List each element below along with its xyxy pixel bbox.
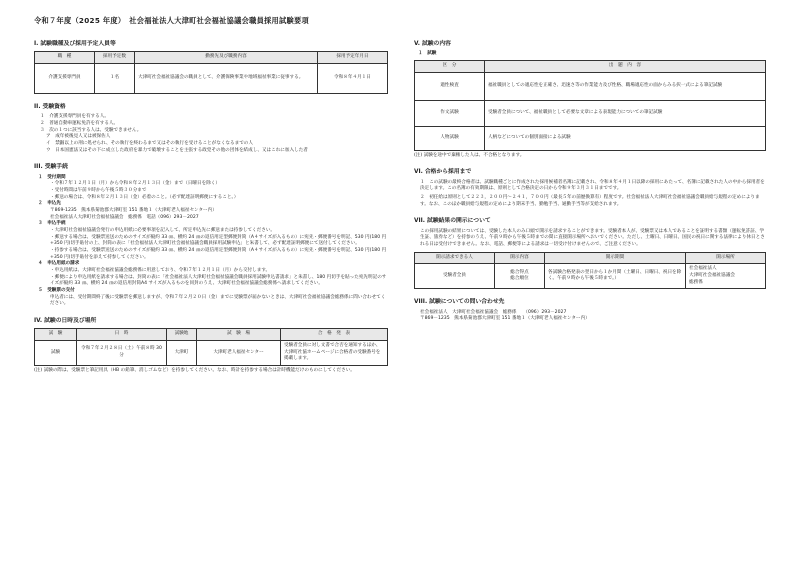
text-line: ・受付時間は午前９時から午後５時３０分まで [50,188,147,194]
table-cell: 大津町老人福祉センター [197,340,281,365]
section-heading: VIII. 試験についての問い合わせ先 [414,299,505,306]
disclosure-table [414,252,766,290]
table-cell: 福祉職員としての適応性を正確さ、迅速さ等の作業能力及び性格、職場適応性の面からみる択一式による筆記試験 [485,72,766,100]
text-line: 社会福祉法人 大津町社会福祉協議会 総務係 （096）293－2027 [420,309,567,315]
left-column [34,40,388,384]
table-cell: 大津町社会福祉協議会の職員として、介護保険事業や地域福祉事業に従事する。 [135,64,318,94]
table-cell: 人物試験 [415,126,485,150]
note: (注) 試験の際は、受験票と筆記用具（HB の鉛筆、消しゴムなど）を持参してください。なお、時計を持参する場合は計時機能だけのものにしてください。 [34,367,355,373]
text-line: ２ 普通自動車運転免許を有する人。 [40,121,119,127]
table-header: 採用予定年月日 [318,52,388,64]
subheading: ２ 申込先 [38,201,61,207]
table-header: 試 験 [35,329,77,341]
text-line: ・申込用紙は、大津町社会福祉協議会総務係に用意しており、令和７年１２月１日（月）から交付します。 [50,267,271,273]
exam-content-table [414,60,766,151]
text-line: ２ 初任給は原則として２２３，２００円～２４１，７００円（最長５年の前歴換算有）程度です。社会福祉法人大津町社会福祉協議会職員給与規程の定めによります。なお、このほか職員給与規程の定めにより期末手当、勤勉手当、通勤手当等が支給されます。 [420,195,760,207]
table-cell: 大津町 [167,340,197,365]
section-positions [34,40,388,94]
text-line: ・持参する場合は、受験票送送のためのサイズが縦約 33 ㎝、横約 24 ㎝の返信用定型郵便封筒（A４サイズが入るもの）に宛先・郵便番号を明記、530 円(180 円+350 円)切手貼付を添えて持参してください。 [50,247,387,260]
right-column [414,40,766,332]
table-header: 試 験 場 [197,329,281,341]
subheading: ５ 受験票の交付 [38,287,75,293]
text-line: 申込者には、受付期間終了後に受験票を郵送しますが、令和７年２月２０日（金）までに受験票が届かないときは、大津町社会福祉協議会総務係に問い合わせてください。 [50,294,386,307]
section-heading: V. 試験の内容 [414,41,451,47]
subheading: １ 試験 [418,51,437,57]
positions-table [34,51,388,94]
text-line: イ 禁錮以上の刑に処せられ、その執行を終わるまで又はその執行を受けることがなくなるまでの人 [46,141,253,147]
table-header: 勤務先及び職務内容 [135,52,318,64]
table-header: 開示内容 [495,252,545,264]
subheading: ４ 申込用紙の請求 [38,261,80,267]
section-eligibility [34,103,388,154]
text-line: この採用試験の結果については、受験した本人のみ口頭で開示を請求することができます。受験者本人が、受験票又は本人であることを証明する書類（運転免許証、学生証、旅券など）を持参のうえ、午前９時から午後５時までの間に直接開示場所へおいでください。ただし、土曜日、日曜日、国民の祝日に関する法律により休日とされる日は受付けできません。なお、電話、郵便等による請求は一切受け付けませんので、ご注意ください。 [420,228,765,248]
subheading: １ 受付期間 [38,174,66,180]
table-cell: 令和７年２月２８日（土）午前８時 30 分 [77,340,167,365]
section-heading: IV. 試験の日時及び場所 [34,317,97,324]
text-line: ・令和７年１２月１日（月）から令和８年２月１３日（金）まで（日曜日を除く） [50,181,220,187]
table-header: 開示期間 [545,252,686,264]
table-cell: 受験者全員について、福祉職員として必要な文章による表現能力についての筆記試験 [485,100,766,126]
text-line: ・郵送の場合は、令和８年２月１３日（金）必着のこと。（必ず配達証明郵便にすること。） [50,194,239,200]
table-header: 区 分 [415,61,485,73]
table-cell: 適性検査 [415,72,485,100]
table-header: 日 時 [77,329,167,341]
text-line: ３ 次の１つに該当する人は、受験できません。 [40,127,142,133]
text-line: ・郵便により申込用紙を請求する場合は、封筒の表に「社会福祉法人大津町社会福祉協議会職員採用試験申込書請求」と朱書し、180 円切手を貼った宛先明記のサイズが縦約 33 ㎝、横約 24 ㎝の返信用封筒A4 サイズが入るものを同封のうえ、大津町社会福祉協議会総務係へ請求してください。 [50,274,387,287]
text-line: １ この試験の最終合格者は、試験職種ごとに作成された採用候補者名簿に記載され、令和８年４月１日以降の採用にあたって、名簿に記載された人の中から採用者を決定します。この名簿の有効期限は、原則として合格決定の日から令和９年３月３１日までです。 [420,179,765,192]
text-line: 社会福祉法人大津町社会福祉協議会 総務係 電話（096）293－2027 [50,214,199,220]
table-cell: 受験者全員 [415,264,495,289]
table-cell: 令和８年４月１日 [318,64,388,94]
section-heading: III. 受験手続 [34,164,68,171]
table-header: 開示請求できる人 [415,252,495,264]
section-schedule [34,317,388,375]
section-heading: VI. 合格から採用まで [414,169,472,176]
text-line: ア 成年被後見人又は被保佐人 [46,134,111,140]
text-line: ウ 日本国憲法又はその下に成立した政府を暴力で破壊することを主張する政党その他の団体を結成し、又はこれに加入した者 [46,147,308,153]
table-cell: 人柄などについての個別面接による試験 [485,126,766,150]
table-cell: 介護支援専門員 [35,64,95,94]
section-heading: VII. 試験結果の開示について [414,218,491,225]
table-header: 開示場所 [686,252,766,264]
text-line: ・郵送する場合は、受験票送送のためのサイズが縦約 33 ㎝、横約 24 ㎝の返信用定型郵便封筒（A４サイズが入るもの）に宛先・郵便番号を明記、530 円(180 円+350 円)切手貼付の上、封筒の表に「社会福祉法人大津町社会福祉協議会職員採用試験申込」と朱書して、必ず配達証明郵便にて送付してください。 [50,234,387,247]
page-title: 令和７年度（2025 年度） 社会福祉法人大津町社会福祉協議会職員採用試験要項 [34,16,309,25]
table-cell: １名 [95,64,135,94]
table-cell: 試験 [35,340,77,365]
table-header: 採用予定数 [95,52,135,64]
table-cell: 社会福祉法人 大津町社会福祉協議会 総務係 [686,264,766,289]
schedule-table [34,328,388,366]
section-heading: II. 受験資格 [34,104,66,111]
section-contact [414,298,766,323]
table-cell: 受験者全員に対し文書で合否を通知するほか、大津町社協ホームページに合格者の受験番号を掲載します。 [281,340,388,365]
subheading: ３ 申込手続 [38,221,66,227]
section-hiring [414,168,766,208]
table-header: 出 題 内 容 [485,61,766,73]
text-line: １ 介護支援専門員を有する人。 [40,114,109,120]
text-line: 〒869－1235 熊本県菊池郡大津町室 151 番地１（大津町老人福祉センター内） [420,316,590,322]
text-line: ・大津町社会福祉協議会発行の申込用紙に必要事項を記入して、所定申込先に郵送または持参してください。 [50,228,276,234]
section-exam-content [414,40,766,159]
table-cell: 各試験合格発表の翌日から１か月間（土曜日、日曜日、祝日を除く。午前９時から午後５時まで。） [545,264,686,289]
table-header: 職 種 [35,52,95,64]
table-header: 試験地 [167,329,197,341]
text-line: 〒869-1235 熊本県菊池郡大津町室 151 番地１（大津町老人福祉センター内） [50,208,217,214]
note: (注) 試験を途中で棄権した人は、不合格となります。 [414,152,525,158]
section-heading: I. 試験職種及び採用予定人員等 [34,41,116,47]
table-header: 合 格 発 表 [281,329,388,341]
table-cell: 作文試験 [415,100,485,126]
section-disclosure [414,217,766,289]
section-procedure [34,163,388,308]
table-cell: 総合得点 総合順位 [495,264,545,289]
